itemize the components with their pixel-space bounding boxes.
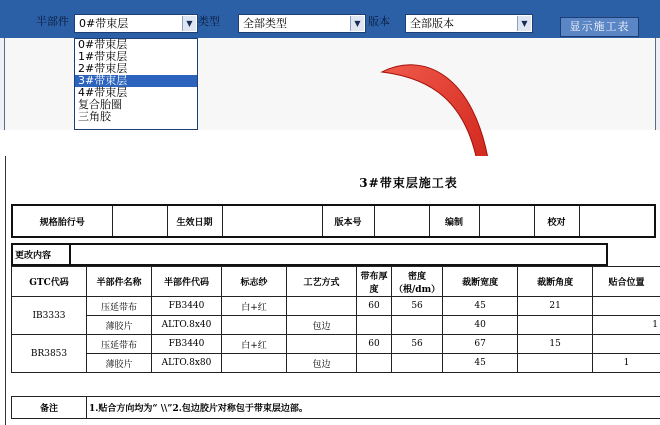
table-cell: FB3440 <box>152 335 222 354</box>
header-position: 贴合位置 <box>593 267 660 297</box>
show-table-button[interactable]: 显示施工表 <box>560 17 639 37</box>
dropdown-option[interactable]: 1#带束层 <box>78 50 128 63</box>
gtc-code: BR3853 <box>12 335 87 373</box>
table-row <box>12 316 660 335</box>
part-select-value: 0#带束层 <box>79 17 129 30</box>
header-cut-angle: 裁断角度 <box>518 267 593 297</box>
toolbar <box>0 0 660 38</box>
table-cell: 1 <box>593 354 660 373</box>
remarks-text: 1.贴合方向均为“ \\”2.包边胶片对称包于带束层边部。 <box>87 397 660 419</box>
date-value <box>222 205 322 237</box>
chevron-down-icon[interactable]: ▼ <box>517 16 531 31</box>
table-cell <box>222 354 287 373</box>
header-part-code: 半部件代码 <box>152 267 222 297</box>
dropdown-option[interactable]: 0#带束层 <box>78 38 128 51</box>
table-cell: 56 <box>392 335 443 354</box>
table-cell: 压延带布 <box>87 297 152 316</box>
header-part-name: 半部件名称 <box>87 267 152 297</box>
dropdown-option[interactable]: 2#带束层 <box>78 62 128 75</box>
sheet-title: 3#带束层施工表 <box>359 176 458 190</box>
table-cell: 薄胶片 <box>87 354 152 373</box>
gtc-code: IB3333 <box>12 297 87 335</box>
date-label: 生效日期 <box>167 205 222 237</box>
table-cell: 45 <box>443 297 518 316</box>
table-cell <box>287 335 357 354</box>
version-no-value <box>374 205 429 237</box>
part-label: 半部件 <box>36 15 69 28</box>
table-cell: 压延带布 <box>87 335 152 354</box>
version-no-label: 版本号 <box>322 205 374 237</box>
part-dropdown-list[interactable] <box>74 38 198 130</box>
table-cell: 包边 <box>287 354 357 373</box>
remarks-table <box>11 396 660 419</box>
header-density: 密度（根/dm） <box>392 267 443 297</box>
header-cut-width: 裁断宽度 <box>443 267 518 297</box>
table-cell <box>392 316 443 335</box>
table-cell: 21 <box>518 297 593 316</box>
table-cell <box>593 297 660 316</box>
part-select[interactable] <box>74 14 198 33</box>
spec-value <box>112 205 167 237</box>
version-select[interactable] <box>405 14 533 33</box>
table-cell: ALTO.8x40 <box>152 316 222 335</box>
table-cell <box>518 316 593 335</box>
table-cell <box>222 316 287 335</box>
table-cell: 60 <box>357 297 392 316</box>
table-cell: 60 <box>357 335 392 354</box>
table-cell: 白+红 <box>222 335 287 354</box>
table-cell: 薄胶片 <box>87 316 152 335</box>
table-cell: 40 <box>443 316 518 335</box>
change-label: 更改内容 <box>12 244 70 265</box>
table-cell: ALTO.8x80 <box>152 354 222 373</box>
checker-value <box>579 205 655 237</box>
table-cell: 67 <box>443 335 518 354</box>
table-cell <box>593 335 660 354</box>
version-label: 版本 <box>368 15 390 28</box>
dropdown-option[interactable]: 三角胶 <box>78 110 111 123</box>
table-cell <box>357 316 392 335</box>
chevron-down-icon[interactable]: ▼ <box>350 16 364 31</box>
construction-table <box>11 266 660 373</box>
checker-label: 校对 <box>534 205 579 237</box>
table-row <box>12 297 660 316</box>
table-cell: 15 <box>518 335 593 354</box>
table-cell <box>357 354 392 373</box>
dropdown-option[interactable]: 复合胎圈 <box>78 98 122 111</box>
header-gtc: GTC代码 <box>12 267 87 297</box>
header-process: 工艺方式 <box>287 267 357 297</box>
table-cell <box>392 354 443 373</box>
remarks-label: 备注 <box>12 397 87 419</box>
table-row <box>12 354 660 373</box>
type-select[interactable] <box>238 14 366 33</box>
dropdown-option[interactable]: 4#带束层 <box>78 86 128 99</box>
editor-label: 编制 <box>429 205 479 237</box>
header-thickness: 带布厚度 <box>357 267 392 297</box>
table-cell: 45 <box>443 354 518 373</box>
chevron-down-icon[interactable]: ▼ <box>182 16 196 31</box>
info-table <box>11 204 656 238</box>
header-marker-yarn: 标志纱 <box>222 267 287 297</box>
version-select-value: 全部版本 <box>410 17 454 30</box>
table-cell: 白+红 <box>222 297 287 316</box>
change-table <box>11 243 608 266</box>
table-cell: 1 <box>593 316 660 335</box>
table-cell: 包边 <box>287 316 357 335</box>
type-label: 类型 <box>198 15 220 28</box>
table-cell: FB3440 <box>152 297 222 316</box>
construction-sheet <box>5 156 660 425</box>
spec-label: 规格胎行号 <box>12 205 112 237</box>
table-cell: 56 <box>392 297 443 316</box>
table-row <box>12 335 660 354</box>
dropdown-option-selected[interactable]: 3#带束层 <box>75 75 197 87</box>
type-select-value: 全部类型 <box>243 17 287 30</box>
editor-value <box>479 205 534 237</box>
change-value <box>70 244 607 265</box>
table-cell <box>518 354 593 373</box>
table-cell <box>287 297 357 316</box>
